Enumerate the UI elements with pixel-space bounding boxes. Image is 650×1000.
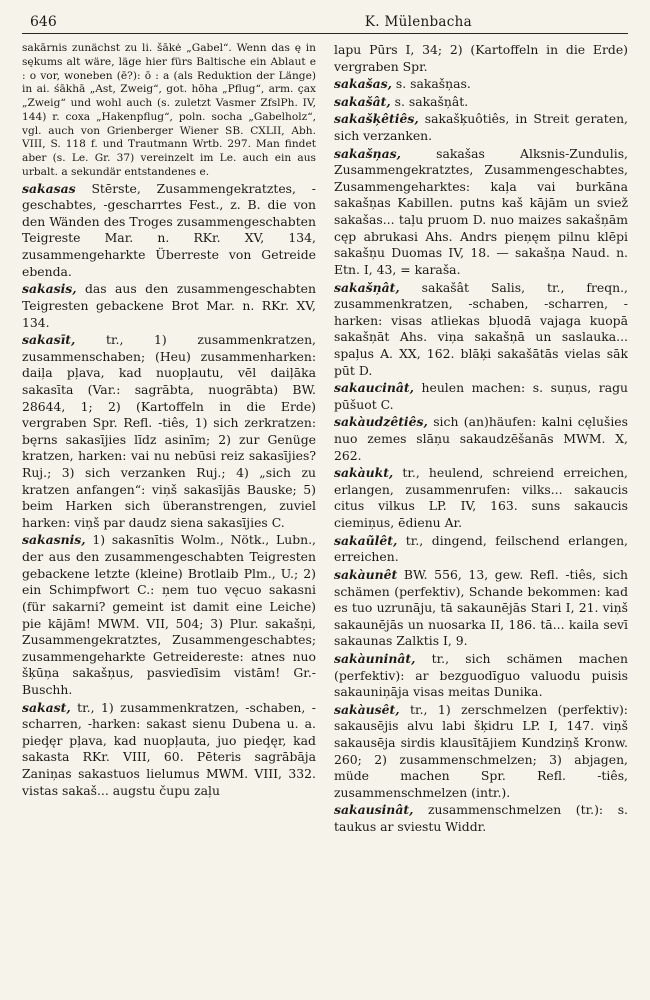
dictionary-entry: [334, 111, 628, 144]
entry-headword: sakaũlêt,: [334, 532, 398, 548]
entry-headword: sakàusêt,: [334, 701, 400, 717]
entry-text: sakārnis zunächst zu li. šākė „Gabel“. Wenn das ę in sękums alt wäre, läge hier fürs Baltische ein Ablaut e : o vor, woneben (ē?): ō : a (als Reduktion der Länge) in ai. śākhā „Ast, Zweig“, got. hōha „Pflug“, arm. çax „Zweig“ und wohl auch (s. zuletzt Vasmer ZfslPh. IV, 144) r. coxa „Hakenpflug“, poln. socha „Gabelholz“, vgl. auch von Grienberger Wiener SB. CXLII, Abh. VIII, S. 118 f. und Trautmann Wrtb. 297. Man findet aber (s. Le. Gr. 37) vereinzelt im Le. auch ein aus urbalt. a sekundär entstandenes e.: [22, 42, 316, 178]
entry-headword: sakasīt,: [22, 332, 76, 348]
entry-text: sakašât Salis, tr., freqn., zusammenkratzen, -schaben, -scharren, -harken: visas atliekas bļuodā vajaga kuopā sakašņāt Ahs. viņa sakašņā un saslauka... spaļus A. XX, 162. blāķi sakašātās vielas sāk pūt D.: [334, 279, 628, 378]
entry-text: tr., 1) zerschmelzen (perfektiv): sakausējis alvu labi šķidru LP. I, 147. viņš sakausēja sirdis klausītājiem Kundziņš Kronw. 260; 2) zusammenschmelzen; 3) abjagen, müde machen Spr. Refl. -tiês, zusammenschmelzen (intr.).: [334, 701, 628, 800]
entry-headword: sakasnis,: [22, 532, 86, 548]
dictionary-entry: [334, 280, 628, 380]
entry-text: sakašas Alksnis-Zundulis, Zusammengekratztes, Zusammengeschabtes, Zusammengeharktes: kaļa vai burkāna sakašņas Kabillen. putns kaš kājām un sviež sakašas... taļu pruom D. nuo maizes sakašņām cęp abrukasi Ahs. Andrs pieņęm pilnu klēpi sakašņu Duomas IV, 18. — sakašņa Naud. n. Etn. I, 43, = karaša.: [334, 145, 628, 277]
entry-headword: sakaucinât,: [334, 380, 414, 396]
entry-text: das aus den zusammengeschabten Teigresten gebackene Brot Mar. n. RKr. XV, 134.: [22, 281, 316, 330]
dictionary-entry: [334, 380, 628, 413]
entry-text: tr., dingend, feilschend erlangen, erreichen.: [334, 532, 628, 565]
dictionary-entry: [334, 42, 628, 75]
dictionary-entry: [334, 651, 628, 701]
dictionary-entry: [334, 76, 628, 93]
dictionary-entry: [334, 465, 628, 531]
entry-text: tr., sich schämen machen (perfektiv): ar bezguodīguo valuodu puisis sakauniņāja visas meitas Dunika.: [334, 650, 628, 700]
dictionary-entry: [334, 94, 628, 111]
entry-headword: sakasis,: [22, 281, 77, 297]
dictionary-entry: [334, 533, 628, 566]
left-column: [22, 42, 316, 987]
dictionary-entry: [334, 802, 628, 835]
dictionary-entry: [22, 181, 316, 281]
dictionary-entry: [22, 281, 316, 331]
entry-text: s. sakašņât.: [390, 93, 469, 109]
page-number: 646: [30, 14, 57, 30]
dictionary-entry: [334, 414, 628, 464]
entry-text: sakašķuôtiês, in Streit geraten, sich verzanken.: [334, 111, 628, 144]
dictionary-entry: [334, 702, 628, 802]
dictionary-entry: [334, 567, 628, 650]
entry-text: Stērste, Zusammengekratztes, -geschabtes, -gescharrtes Fest., z. B. die von den Wänden des Troges zusammengeschabten Teigreste Mar. n. RKr. XV, 134, zusammengeharkte Überreste von Getreide ebenda.: [22, 180, 316, 279]
entry-headword: sakausinât,: [334, 802, 414, 818]
running-head: K. Mülenbacha: [364, 14, 472, 30]
entry-headword: sakast,: [22, 699, 71, 715]
entry-text: zusammenschmelzen (tr.): s. taukus ar sviestu Widdr.: [334, 802, 628, 835]
entry-headword: sakàunêt: [334, 566, 398, 582]
entry-text: heulen machen: s. suņus, ragu pūšuot C.: [334, 380, 628, 412]
entry-text: tr., 1) zusammenkratzen, zusammenschaben; (Heu) zusammenharken: daiļa pļava, kad nuopļautu, vēl daiļāka sakasīta (Var.: sagrābta, nuogrābta) BW. 28644, 1; 2) (Kartoffeln in die Erde) vergraben Spr. Refl. -tiês, 1) sich zerkratzen: bęrns sakasījies līdz asinīm; 2) zur Genüge kratzen, harken: vai nu nebūsi reiz sakasījies? Ruj.; 3) sich verzanken Ruj.; 4) „sich zu kratzen anfangen“: viņš sakasījās Bauske; 5) beim Harken sich überanstrengen, zuviel harken: viņš par daudz siena sakasījies C.: [22, 332, 316, 530]
entry-headword: sakašņas,: [334, 145, 401, 161]
entry-headword: sakašât,: [334, 93, 391, 109]
entry-headword: sakasas: [22, 180, 76, 196]
dictionary-entry: [22, 700, 316, 800]
entry-text: tr., 1) zusammenkratzen, -schaben, -scharren, -harken: sakast sienu Dubena u. a. pieḑęr pļava, kad nuopļauta, juo pieḑęr, kad sakasta RKr. VIII, 60. Pēteris sagrābāja Zaniņas sakastuos lielumus MWM. VIII, 332. vistas sakaš... augstu čupu zaļu: [22, 699, 316, 798]
entry-text: 1) sakasnītis Wolm., Nötk., Lubn., der aus den zusammengeschabten Teigresten gebackene letzte (kleine) Brotlaib Plm., U.; 2) ein Schimpfwort C.: ņem tuo vęcuo sakasni (für sakarni? gemeint ist damit eine Leiche) pie kājām! MWM. VII, 504; 3) Plur. sakašņi, Zusammengekratztes, Zusammengeschabtes; zusammengeharkte Getreidereste: atnes nuo šķūņa sakašņus, pasviedīsim vistām! Gr.-Buschh.: [22, 532, 316, 697]
entry-text: BW. 556, 13, gew. Refl. -tiês, sich schämen (perfektiv), Schande bekommen: kad es tuo uzrunāju, tā sakaunējās Stari I, 21. viņš sakaunējās un nuosarka II, 186. tā... kaila sevī sakaunas Zalktis I, 9.: [334, 566, 628, 649]
entry-headword: sakàukt,: [334, 465, 394, 481]
right-column: [334, 42, 628, 987]
dictionary-entry: [334, 146, 628, 279]
columns: [22, 42, 628, 987]
dictionary-entry: [22, 532, 316, 698]
entry-headword: sakašņât,: [334, 279, 400, 295]
entry-text: s. sakašņas.: [391, 76, 471, 92]
entry-headword: sakašas,: [334, 76, 392, 92]
page-header: [22, 14, 628, 34]
entry-text: sich (an)häufen: kalni cęlušies nuo zemes slāņu sakaudzēšanās MWM. X, 262.: [334, 414, 628, 463]
entry-headword: sakàuninât,: [334, 650, 416, 666]
dictionary-entry: [22, 332, 316, 531]
entry-text: lapu Pūrs I, 34; 2) (Kartoffeln in die Erde) vergraben Spr.: [334, 42, 628, 74]
entry-text: tr., heulend, schreiend erreichen, erlangen, zusammenrufen: vilks... sakaucis citus vilkus LP. IV, 163. suns sakaucis ciemiņus, ēdienu Ar.: [334, 465, 628, 531]
etymology-note: [22, 42, 316, 180]
entry-headword: sakašķêtiês,: [334, 111, 419, 127]
entry-headword: sakàudzêtiês,: [334, 414, 428, 430]
